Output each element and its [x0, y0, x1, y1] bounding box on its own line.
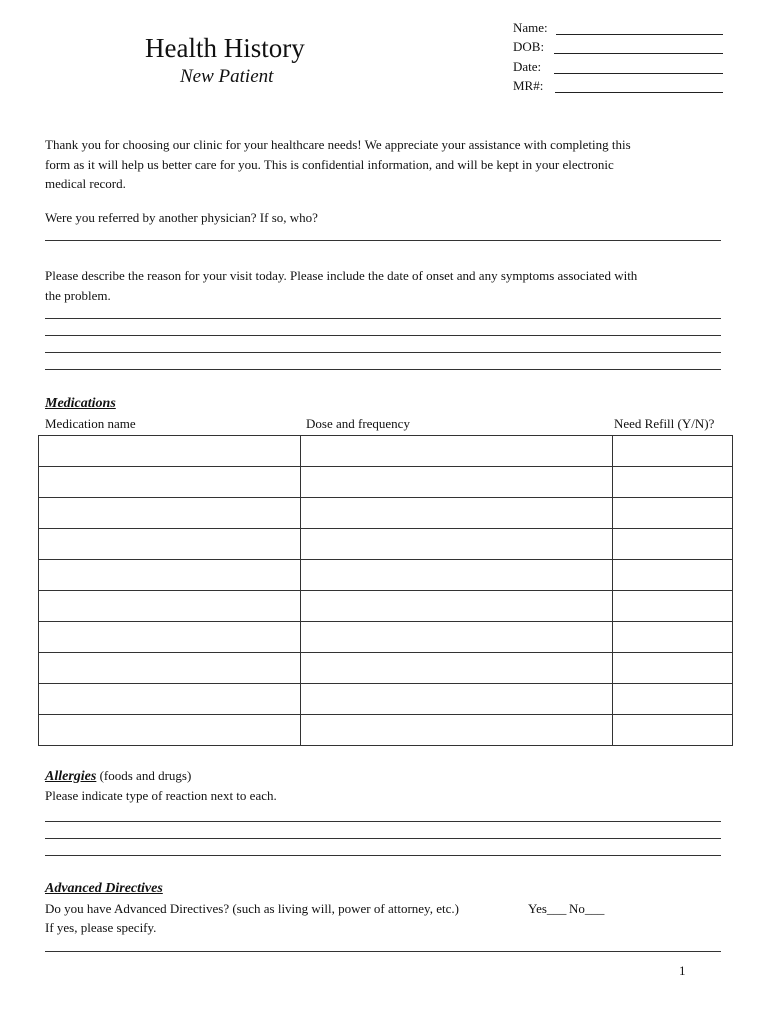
allergies-answer-line[interactable]	[45, 821, 721, 822]
reason-answer-line[interactable]	[45, 369, 721, 370]
medication-row	[39, 684, 733, 715]
refill-cell[interactable]	[613, 591, 733, 622]
dob-field-label: DOB:	[513, 39, 545, 54]
name-field-line[interactable]	[556, 34, 723, 35]
date-field-row	[513, 59, 723, 77]
dose-frequency-cell[interactable]	[301, 622, 613, 653]
medication-row	[39, 715, 733, 746]
refill-cell[interactable]	[613, 653, 733, 684]
medication-row	[39, 560, 733, 591]
dose-frequency-column-header: Dose and frequency	[306, 416, 410, 431]
intro-line: medical record.	[45, 176, 126, 191]
refill-cell[interactable]	[613, 684, 733, 715]
medication-name-cell[interactable]	[39, 591, 301, 622]
intro-line: form as it will help us better care for you. This is confidential information, and will be kept in your electronic	[45, 156, 614, 172]
refill-cell[interactable]	[613, 560, 733, 591]
dose-frequency-cell[interactable]	[301, 653, 613, 684]
medication-row	[39, 436, 733, 467]
name-field-row	[513, 20, 723, 38]
medication-row	[39, 591, 733, 622]
medication-name-column-header: Medication name	[45, 416, 136, 431]
advanced-directives-question: Do you have Advanced Directives? (such as living will, power of attorney, etc.)	[45, 901, 459, 916]
medication-row	[39, 467, 733, 498]
dose-frequency-cell[interactable]	[301, 436, 613, 467]
medication-name-cell[interactable]	[39, 684, 301, 715]
refill-cell[interactable]	[613, 622, 733, 653]
reason-line: Please describe the reason for your visit today. Please include the date of onset and any symptoms associated with	[45, 268, 638, 283]
medication-row	[39, 498, 733, 529]
referral-answer-line[interactable]	[45, 240, 721, 241]
reason-answer-line[interactable]	[45, 318, 721, 319]
allergies-heading-row	[45, 768, 191, 785]
form-subtitle: New Patient	[180, 66, 274, 87]
dose-frequency-cell[interactable]	[301, 529, 613, 560]
date-field-label: Date:	[513, 59, 542, 74]
refill-cell[interactable]	[613, 715, 733, 746]
refill-cell[interactable]	[613, 498, 733, 529]
mr-field-line[interactable]	[555, 92, 723, 93]
medications-table	[38, 435, 733, 746]
dose-frequency-cell[interactable]	[301, 715, 613, 746]
medication-name-cell[interactable]	[39, 498, 301, 529]
mr-field-label: MR#:	[513, 78, 544, 93]
allergies-note: (foods and drugs)	[99, 768, 192, 783]
medications-heading: Medications	[45, 396, 116, 411]
directives-answer-line[interactable]	[45, 951, 721, 952]
medication-name-cell[interactable]	[39, 715, 301, 746]
refill-cell[interactable]	[613, 436, 733, 467]
medication-row	[39, 529, 733, 560]
reason-answer-line[interactable]	[45, 335, 721, 336]
allergies-instruction: Please indicate type of reaction next to each.	[45, 788, 277, 803]
page-number: 1	[679, 963, 686, 978]
directives-specify-prompt: If yes, please specify.	[45, 920, 157, 935]
reason-answer-line[interactable]	[45, 352, 721, 353]
medication-name-cell[interactable]	[39, 560, 301, 591]
medication-row	[39, 653, 733, 684]
refill-cell[interactable]	[613, 467, 733, 498]
refill-column-header: Need Refill (Y/N)?	[614, 416, 715, 431]
intro-paragraph	[45, 135, 725, 194]
reason-paragraph	[45, 266, 725, 305]
allergies-heading: Allergies	[45, 769, 97, 784]
yes-option[interactable]: Yes___	[528, 901, 567, 916]
name-field-label: Name:	[513, 20, 548, 35]
allergies-answer-line[interactable]	[45, 838, 721, 839]
medication-name-cell[interactable]	[39, 529, 301, 560]
dose-frequency-cell[interactable]	[301, 560, 613, 591]
advanced-directives-heading: Advanced Directives	[45, 881, 163, 896]
medication-name-cell[interactable]	[39, 436, 301, 467]
dose-frequency-cell[interactable]	[301, 591, 613, 622]
dob-field-row	[513, 39, 723, 57]
reason-line: the problem.	[45, 287, 111, 303]
medication-row	[39, 622, 733, 653]
dob-field-line[interactable]	[554, 53, 723, 54]
form-title: Health History	[145, 33, 305, 63]
dose-frequency-cell[interactable]	[301, 684, 613, 715]
date-field-line[interactable]	[554, 73, 723, 74]
dose-frequency-cell[interactable]	[301, 467, 613, 498]
intro-line: Thank you for choosing our clinic for your healthcare needs! We appreciate your assistance with completing this	[45, 137, 631, 152]
medication-name-cell[interactable]	[39, 467, 301, 498]
no-option[interactable]: No___	[569, 901, 605, 916]
refill-cell[interactable]	[613, 529, 733, 560]
medication-name-cell[interactable]	[39, 653, 301, 684]
referral-question: Were you referred by another physician? If so, who?	[45, 210, 318, 225]
mr-field-row	[513, 78, 723, 96]
dose-frequency-cell[interactable]	[301, 498, 613, 529]
medication-name-cell[interactable]	[39, 622, 301, 653]
allergies-answer-line[interactable]	[45, 855, 721, 856]
